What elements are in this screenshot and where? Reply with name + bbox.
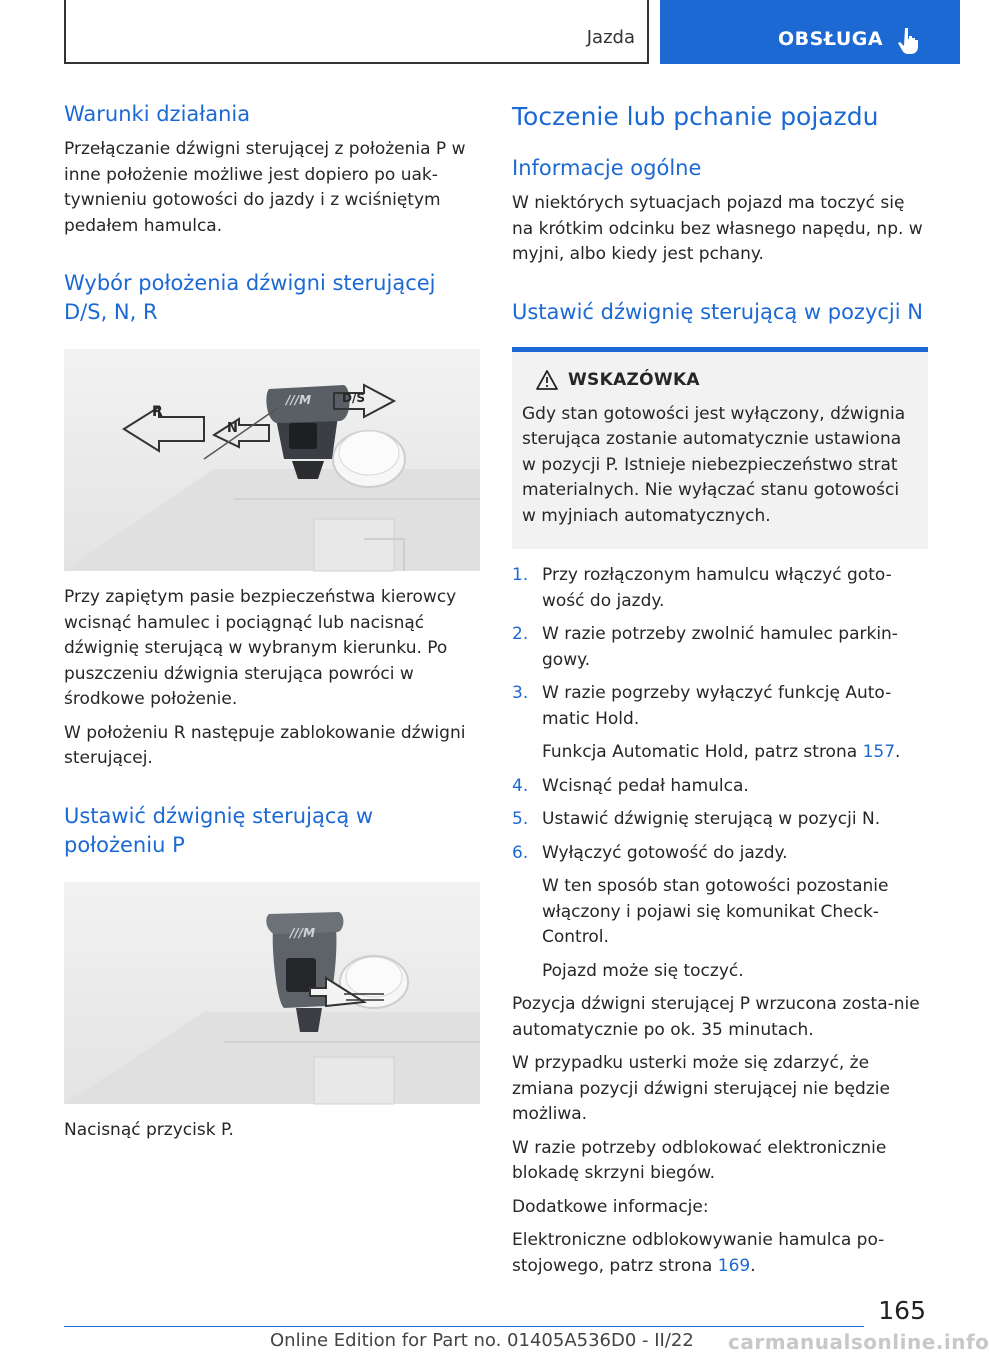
step3-note-end: . bbox=[895, 742, 901, 762]
left-column bbox=[64, 100, 480, 1143]
list-item bbox=[512, 563, 928, 614]
figure-gear-selector-park bbox=[64, 882, 480, 1104]
step-text: Ustawić dźwignię sterującą w pozycji N. bbox=[542, 809, 881, 829]
paragraph-more-info: Dodatkowe informacje: bbox=[512, 1196, 709, 1217]
step6-note-1: W ten sposób stan gotowości pozostanie włączony i pojawi się komunikat Check-Control. bbox=[542, 876, 889, 947]
right-column bbox=[512, 100, 928, 1279]
watermark: carmanualsonline.info bbox=[728, 1330, 989, 1354]
header-chapter-title: OBSŁUGA bbox=[778, 28, 884, 50]
reference-end: . bbox=[750, 1255, 756, 1276]
step3-note bbox=[512, 740, 928, 766]
step-number: 5. bbox=[512, 809, 529, 829]
paragraph-fault: W przypadku usterki może się zdarzyć, że zmiana pozycji dźwigni sterującej nie będzie możliwa. bbox=[512, 1053, 890, 1124]
notice-box bbox=[512, 352, 928, 550]
paragraph-general: W niektórych sytuacjach pojazd ma toczyć się na krótkim odcinku bez własnego napędu, np. w myjni, albo kiedy jest pchany. bbox=[512, 193, 923, 264]
paragraph-park: Nacisnąć przycisk P. bbox=[64, 1119, 234, 1140]
notice-text: Gdy stan gotowości jest wyłączony, dźwignia sterująca zostanie automatycznie ustawiona w pozycji P. Istnieje niebezpieczeństwo strat materialnych. Nie wyłączać stanu gotowości w myjniach automatycznych. bbox=[522, 403, 906, 526]
header-chapter-box[interactable] bbox=[660, 0, 960, 64]
reference-text: Elektroniczne odblokowywanie hamulca po-stojowego, patrz strona bbox=[512, 1230, 885, 1276]
heading-towing: Toczenie lub pchanie pojazdu bbox=[512, 102, 879, 131]
heading-conditions: Warunki działania bbox=[64, 102, 251, 126]
step3-note-text: Funkcja Automatic Hold, patrz strona bbox=[542, 742, 863, 762]
label-ds: D/S bbox=[342, 391, 365, 405]
header-section-title: Jazda bbox=[586, 27, 635, 48]
list-item bbox=[512, 774, 928, 800]
notice-header bbox=[536, 370, 918, 390]
paragraph-auto-p: Pozycja dźwigni sterującej P wrzucona zosta-nie automatycznie po ok. 35 minutach. bbox=[512, 994, 920, 1040]
footer-divider bbox=[64, 1326, 864, 1327]
step-number: 4. bbox=[512, 775, 529, 796]
paragraph-unlock: W razie potrzeby odblokować elektronicznie blokadę skrzyni biegów. bbox=[512, 1137, 887, 1183]
notice-title: WSKAZÓWKA bbox=[568, 369, 700, 390]
warning-triangle-icon bbox=[536, 370, 558, 390]
step-number: 6. bbox=[512, 842, 529, 863]
header-section-box bbox=[64, 0, 649, 64]
list-item bbox=[512, 841, 928, 867]
m-logo: ///M bbox=[286, 393, 312, 407]
step6-note-2: Pojazd może się toczyć. bbox=[542, 960, 744, 981]
paragraph-select-1: Przy zapiętym pasie bezpieczeństwa kierowcy wcisnąć hamulec i pociągnąć lub nacisnąć dźwignię sterującą w wybranym kierunku. Po puszczeniu dźwignia sterująca powróci w środkowe położenie. bbox=[64, 587, 457, 709]
m-logo-2: ///M bbox=[290, 925, 316, 940]
steps-list bbox=[512, 563, 928, 984]
heading-select-position: Wybór położenia dźwigni sterującej D/S, N, R bbox=[64, 271, 436, 324]
step-text: W razie potrzeby zwolnić hamulec parkin-gowy. bbox=[542, 624, 898, 670]
step-text: Wcisnąć pedał hamulca. bbox=[542, 775, 749, 796]
label-r: R bbox=[152, 404, 163, 420]
heading-park-position: Ustawić dźwignię sterującą w położeniu P bbox=[64, 803, 374, 857]
step-text: Wyłączyć gotowość do jazdy. bbox=[542, 842, 788, 863]
park-button-illustration bbox=[64, 882, 480, 1104]
step-number: 3. bbox=[512, 683, 529, 703]
paragraph-select-2: W położeniu R następuje zablokowanie dźwigni sterującej. bbox=[64, 722, 466, 768]
list-item bbox=[512, 681, 928, 732]
paragraph-reference bbox=[512, 1228, 928, 1279]
gear-selector-illustration bbox=[64, 349, 480, 571]
page-link-157[interactable]: 157 bbox=[862, 742, 896, 762]
footer-edition: Online Edition for Part no. 01405A536D0 - II/22 bbox=[270, 1330, 694, 1351]
page-link-169[interactable]: 169 bbox=[717, 1255, 751, 1276]
figure-gear-selector-dsnr bbox=[64, 349, 480, 571]
step-text: Przy rozłączonym hamulcu włączyć goto-wość do jazdy. bbox=[542, 565, 892, 611]
heading-general-info: Informacje ogólne bbox=[512, 156, 702, 180]
heading-neutral: Ustawić dźwignię sterującą w pozycji N bbox=[512, 299, 923, 324]
step-number: 1. bbox=[512, 565, 529, 585]
list-item bbox=[512, 622, 928, 673]
step-text: W razie pogrzeby wyłączyć funkcję Auto-matic Hold. bbox=[542, 683, 892, 729]
hand-pointer-icon bbox=[896, 26, 922, 54]
page-number: 165 bbox=[878, 1296, 926, 1325]
paragraph-conditions: Przełączanie dźwigni sterującej z położenia P w inne położenie możliwe jest dopiero po uak-tywnieniu gotowości do jazdy i z wciśniętym pedałem hamulca. bbox=[64, 139, 466, 236]
label-n: N bbox=[227, 421, 238, 436]
list-item bbox=[512, 807, 928, 833]
step-number: 2. bbox=[512, 624, 529, 644]
